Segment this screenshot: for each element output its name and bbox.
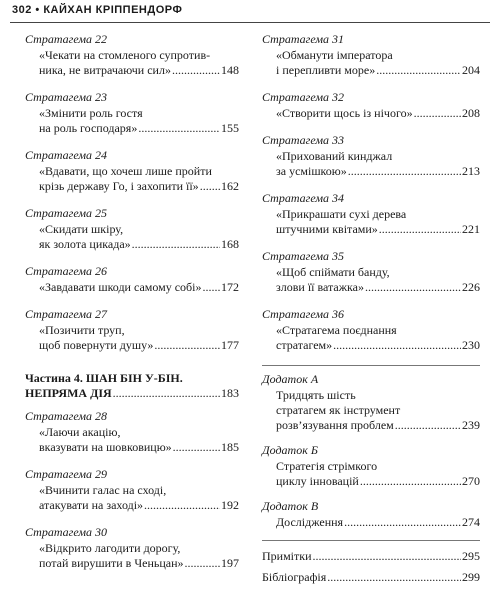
page-number: 185 <box>221 440 239 454</box>
entry-title-line: стратагем як інструмент <box>276 403 401 417</box>
entry-label: Додаток А <box>262 372 319 386</box>
page-number: 221 <box>462 222 480 236</box>
toc-entry[interactable] <box>25 90 239 136</box>
part-title-text: НЕПРЯМА ДІЯ <box>25 386 112 400</box>
entry-title-last-line <box>262 515 480 530</box>
appendix-entry[interactable] <box>262 372 480 433</box>
toc-entry[interactable] <box>25 525 239 571</box>
dot-leader <box>379 222 461 237</box>
entry-label: Стратагема 32 <box>262 90 345 104</box>
dot-leader <box>414 106 461 121</box>
entry-title-line: «Стратагема поєднання <box>276 323 397 337</box>
entry-label: Стратагема 28 <box>25 409 108 423</box>
dot-leader <box>376 63 461 78</box>
page-number: 183 <box>221 386 239 400</box>
page-number: 213 <box>462 164 480 178</box>
entry-title-text: на роль господаря» <box>39 121 138 135</box>
entry-title-text: щоб повернути душу» <box>39 338 154 352</box>
dot-leader <box>173 440 220 455</box>
toc-entry[interactable] <box>25 264 239 295</box>
entry-title-last-line <box>262 106 480 121</box>
entry-label: Стратагема 23 <box>25 90 108 104</box>
dot-leader <box>360 474 461 489</box>
entry-title-line: «Обманути імператора <box>276 48 393 62</box>
entry-title-last-line <box>262 164 480 179</box>
entry-title-last-line <box>25 280 239 295</box>
toc-entry[interactable] <box>262 191 480 237</box>
dot-leader <box>327 570 461 585</box>
toc-right-column <box>262 32 480 591</box>
entry-title-line: Стратегія стрімкого <box>276 459 378 473</box>
entry-label: Додаток Б <box>262 443 318 457</box>
entry-label: Стратагема 22 <box>25 32 108 46</box>
entry-title-text: штучними квітами» <box>276 222 378 236</box>
entry-title-line: «Скидати шкіру, <box>39 222 124 236</box>
entry-title-last-line <box>262 474 480 489</box>
page-number: 230 <box>462 338 480 352</box>
toc-entry[interactable] <box>262 307 480 353</box>
part-title-line2 <box>25 386 239 401</box>
dot-leader <box>344 515 461 530</box>
toc-entry-simple[interactable] <box>262 549 480 564</box>
dot-leader <box>185 556 220 571</box>
entry-title-text: потай вирушити в Ченьцан» <box>39 556 184 570</box>
entry-title-text: стратагем» <box>276 338 333 352</box>
toc-entry[interactable] <box>262 32 480 78</box>
entry-label: Стратагема 29 <box>25 467 108 481</box>
dot-leader <box>138 121 220 136</box>
dot-leader <box>365 280 461 295</box>
entry-title-line: «Чекати на стомленого супротив- <box>39 48 211 62</box>
toc-left-column <box>25 32 239 583</box>
dot-leader <box>113 386 220 401</box>
appendix-entry[interactable] <box>262 443 480 489</box>
entry-title-text: Дослідження <box>276 515 344 529</box>
entry-title-last-line <box>25 556 239 571</box>
page-number: 177 <box>221 338 239 352</box>
dot-leader <box>154 338 220 353</box>
entry-title-text: Бібліографія <box>262 570 327 584</box>
entry-title-text: за усмішкою» <box>276 164 347 178</box>
appendix-entry[interactable] <box>262 499 480 530</box>
dot-leader <box>348 164 461 179</box>
toc-entry[interactable] <box>25 409 239 455</box>
toc-entry[interactable] <box>25 206 239 252</box>
entry-title-line: «Лаючи акацію, <box>39 425 121 439</box>
page-number: 299 <box>462 570 480 584</box>
entry-label: Стратагема 26 <box>25 264 108 278</box>
entry-title-line: «Позичити труп, <box>39 323 125 337</box>
entry-title-line: «Вчинити галас на сході, <box>39 483 167 497</box>
entry-title-last-line <box>262 63 480 78</box>
toc-entry[interactable] <box>262 90 480 121</box>
page-number: 192 <box>221 498 239 512</box>
entry-title-text: крізь державу Го, і захопити її» <box>39 179 199 193</box>
toc-entry[interactable] <box>262 249 480 295</box>
page-number: 295 <box>462 549 480 563</box>
entry-title-last-line <box>262 338 480 353</box>
dot-leader <box>203 280 221 295</box>
entry-label: Стратагема 31 <box>262 32 345 46</box>
entry-title-last-line <box>25 121 239 136</box>
entry-title-text: ника, не витрачаючи сил» <box>39 63 171 77</box>
toc-entry-simple[interactable] <box>262 570 480 585</box>
toc-entry[interactable] <box>25 32 239 78</box>
part-title-line1: Частина 4. ШАН БІН У-БІН. <box>25 371 183 385</box>
entry-label: Стратагема 25 <box>25 206 108 220</box>
entry-title-line: «Відкрито лагодити дорогу, <box>39 541 181 555</box>
entry-label: Стратагема 33 <box>262 133 345 147</box>
entry-label: Стратагема 24 <box>25 148 108 162</box>
entry-label: Стратагема 30 <box>25 525 108 539</box>
entry-title-last-line <box>25 498 239 513</box>
entry-title-line: Тридцять шість <box>276 388 356 402</box>
page-number: 274 <box>462 515 480 529</box>
entry-label: Стратагема 35 <box>262 249 345 263</box>
entry-title-text: «Завдавати шкоди самому собі» <box>39 280 202 294</box>
dot-leader <box>313 549 461 564</box>
toc-entry[interactable] <box>25 467 239 513</box>
dot-leader <box>333 338 461 353</box>
entry-title-text: «Створити щось із нічого» <box>276 106 413 120</box>
page-number: 204 <box>462 63 480 77</box>
page-number: 226 <box>462 280 480 294</box>
entry-title-line: «Прикрашати сухі дерева <box>276 207 407 221</box>
entry-title-line: «Щоб спіймати банду, <box>276 265 390 279</box>
entry-title-text: і перепливти море» <box>276 63 376 77</box>
toc-entry[interactable] <box>25 307 239 353</box>
entry-title-last-line <box>25 237 239 252</box>
dot-leader <box>144 498 220 513</box>
part-heading <box>25 371 239 401</box>
page-number: 172 <box>221 280 239 294</box>
toc-entry[interactable] <box>262 133 480 179</box>
page-number: 197 <box>221 556 239 570</box>
running-header: 302 • КАЙХАН КРІППЕНДОРФ <box>12 4 183 16</box>
dot-leader <box>395 418 461 433</box>
entry-title-text: Примітки <box>262 549 312 563</box>
dot-leader <box>200 179 220 194</box>
entry-title-line: «Прихований кинджал <box>276 149 393 163</box>
entry-title-line: «Вдавати, що хочеш лише пройти <box>39 164 212 178</box>
entry-title-text: циклу інновацій <box>276 474 359 488</box>
page-number: 168 <box>221 237 239 251</box>
entry-title-text: злови її ватажка» <box>276 280 364 294</box>
entry-title-last-line <box>25 338 239 353</box>
entry-title-last-line <box>25 179 239 194</box>
page-number: 270 <box>462 474 480 488</box>
entry-title-last-line <box>25 63 239 78</box>
entry-title-last-line <box>262 418 480 433</box>
entry-title-text: розв’язування проблем <box>276 418 394 432</box>
page-number: 162 <box>221 179 239 193</box>
entry-title-last-line <box>262 280 480 295</box>
entry-title-last-line <box>25 440 239 455</box>
entry-label: Додаток В <box>262 499 319 513</box>
page-number: 148 <box>221 63 239 77</box>
header-rule <box>10 22 490 23</box>
dot-leader <box>172 63 220 78</box>
entry-label: Стратагема 36 <box>262 307 345 321</box>
entry-label: Стратагема 34 <box>262 191 345 205</box>
page-number: 208 <box>462 106 480 120</box>
entry-title-text: як золота цикада» <box>39 237 131 251</box>
page-number: 239 <box>462 418 480 432</box>
entry-title-text: атакувати на заході» <box>39 498 144 512</box>
entry-label: Стратагема 27 <box>25 307 108 321</box>
separator-rule <box>262 540 480 541</box>
dot-leader <box>132 237 220 252</box>
toc-entry[interactable] <box>25 148 239 194</box>
separator-rule <box>262 365 480 366</box>
entry-title-last-line <box>262 222 480 237</box>
entry-title-line: «Змінити роль гостя <box>39 106 143 120</box>
entry-title-text: вказувати на шовковицю» <box>39 440 172 454</box>
page-number: 155 <box>221 121 239 135</box>
